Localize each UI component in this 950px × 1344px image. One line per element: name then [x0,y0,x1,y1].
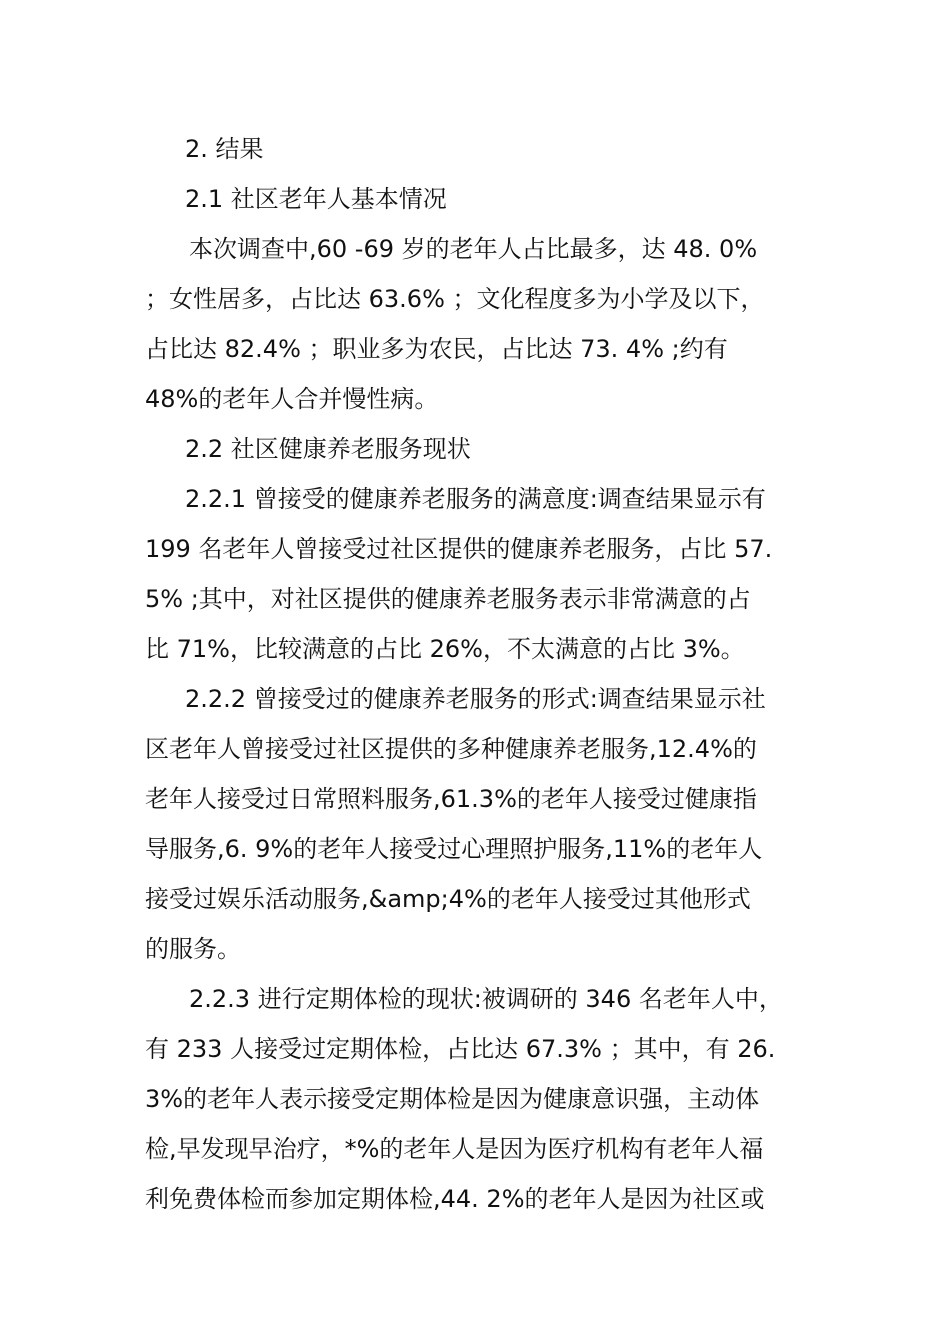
paragraph-line: 检,早发现早治疗，*%的老年人是因为医疗机构有老年人福 [145,1135,764,1163]
paragraph-line: 2.2.2 曾接受过的健康养老服务的形式:调查结果显示社 [185,685,766,713]
paragraph-line: 3%的老年人表示接受定期体检是因为健康意识强，主动体 [145,1085,760,1113]
paragraph-line: 2.2.1 曾接受的健康养老服务的满意度:调查结果显示有 [185,485,766,513]
paragraph-line: 老年人接受过日常照料服务,61.3%的老年人接受过健康指 [145,785,757,813]
subsection-heading-basic-info: 2.1 社区老年人基本情况 [185,185,447,213]
paragraph-line: 的服务。 [145,935,241,963]
paragraph-line: 占比达 82.4% ；职业多为农民，占比达 73. 4% ;约有 [145,335,728,363]
subsection-heading-service-status: 2.2 社区健康养老服务现状 [185,435,471,463]
paragraph-line: 利免费体检而参加定期体检,44. 2%的老年人是因为社区或 [145,1185,765,1213]
paragraph-line: ；女性居多，占比达 63.6% ；文化程度多为小学及以下， [145,285,765,313]
paragraph-line: 区老年人曾接受过社区提供的多种健康养老服务,12.4%的 [145,735,757,763]
paragraph-line: 比 71%，比较满意的占比 26%，不太满意的占比 3%。 [145,635,745,663]
paragraph-line: 199 名老年人曾接受过社区提供的健康养老服务，占比 57. [145,535,773,563]
paragraph-line: 本次调查中,60 -69 岁的老年人占比最多，达 48. 0% [189,235,758,263]
section-heading-results: 2. 结果 [185,135,264,163]
paragraph-line: 有 233 人接受过定期体检，占比达 67.3% ；其中，有 26. [145,1035,776,1063]
paragraph-line: 2.2.3 进行定期体检的现状:被调研的 346 名老年人中， [189,985,783,1013]
paragraph-line: 导服务,6. 9%的老年人接受过心理照护服务,11%的老年人 [145,835,763,863]
paragraph-line: 48%的老年人合并慢性病。 [145,385,439,413]
paragraph-line: 5% ;其中，对社区提供的健康养老服务表示非常满意的占 [145,585,751,613]
paragraph-line: 接受过娱乐活动服务,&amp;4%的老年人接受过其他形式 [145,885,751,913]
